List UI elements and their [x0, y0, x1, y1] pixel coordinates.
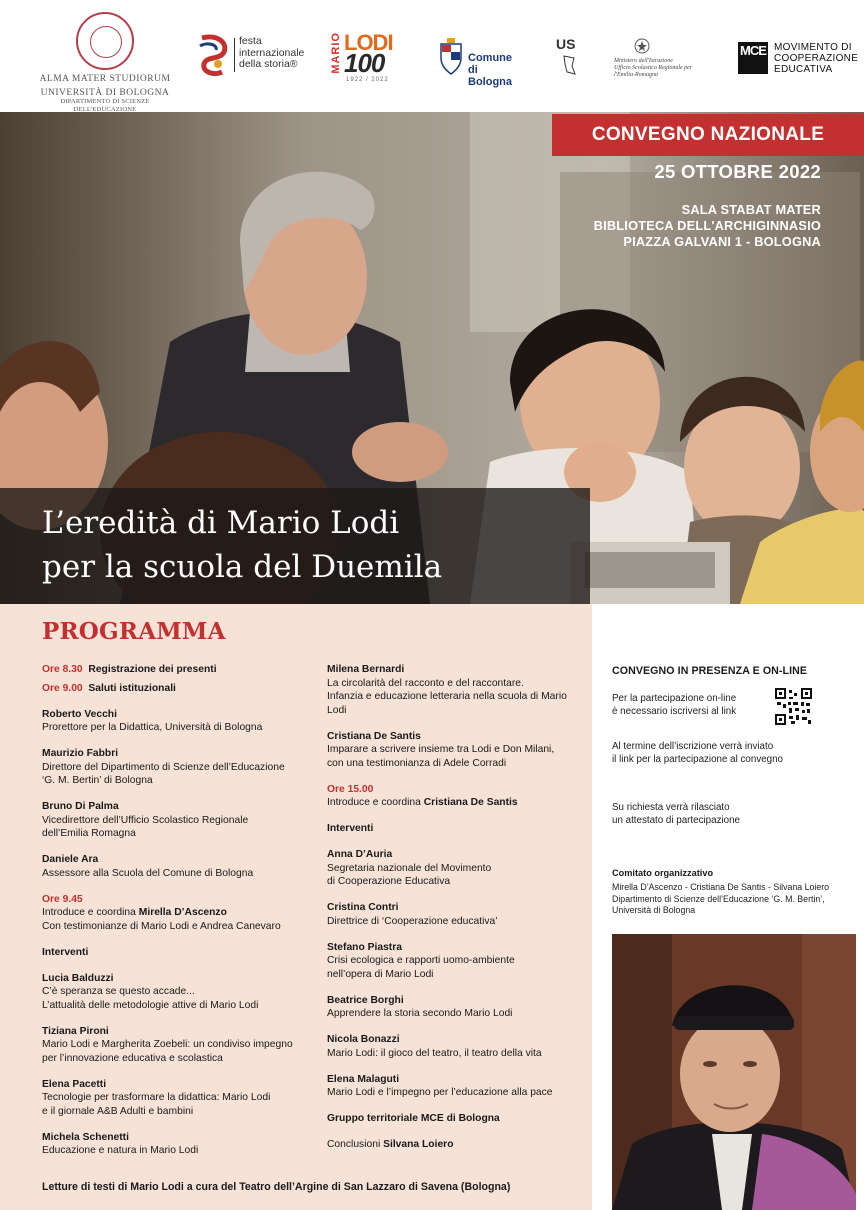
- speaker-desc: Educazione e natura in Mario Lodi: [42, 1145, 199, 1156]
- event-title-box: [0, 488, 590, 604]
- speaker-item: [42, 1131, 312, 1158]
- programme-section: [0, 604, 592, 1210]
- speaker-item: [42, 747, 312, 788]
- venue-line1: SALA STABAT MATER: [681, 202, 821, 217]
- speaker-desc: Segretaria nazionale del Movimento di Cooperazione Educativa: [327, 862, 492, 887]
- speaker-desc: Assessore alla Scuola del Comune di Bologna: [42, 867, 254, 879]
- speaker-desc: Mario Lodi e Margherita Zoebeli: un condiviso impegno per l’innovazione educativa e scolastica: [42, 1039, 293, 1064]
- festa-line2: internazionale: [239, 46, 305, 59]
- gruppo-item: [327, 1112, 589, 1126]
- speaker-name: Bruno Di Palma: [42, 801, 119, 812]
- time-9-00: Ore 9.00: [42, 682, 83, 694]
- lodi100-mario: MARIO: [330, 32, 342, 74]
- comune-di-bologna-logo: [438, 36, 518, 88]
- university-of-bologna-logo: [30, 12, 180, 121]
- festa-line3: della storia®: [239, 58, 298, 70]
- programme-column-2: [327, 663, 589, 1164]
- interventi-heading-1: [42, 946, 312, 960]
- interventi-label: Interventi: [42, 946, 89, 958]
- registration-qr-code-icon[interactable]: [775, 688, 812, 725]
- mce-logo: [738, 42, 858, 76]
- speaker-name: Milena Bernardi: [327, 664, 405, 675]
- speaker-desc: Prorettore per la Didattica, Università di Bologna: [42, 722, 263, 733]
- time-9-45: Ore 9.45: [42, 893, 83, 905]
- time-8-30-row: [42, 663, 312, 677]
- session-9-45: [42, 893, 312, 934]
- speaker-item: [42, 972, 312, 1013]
- speaker-name: Stefano Piastra: [327, 941, 402, 953]
- online-registration-text: Per la partecipazione on-line è necessario iscriversi al link: [612, 693, 737, 717]
- conclusions-item: [327, 1138, 589, 1152]
- comune-line2: di Bologna: [468, 64, 512, 88]
- festa-storia-logo: [196, 34, 306, 78]
- speaker-desc: Apprendere la storia secondo Mario Lodi: [327, 1008, 513, 1019]
- time-9-00-row: [42, 682, 312, 696]
- speaker-desc: Direttore del Dipartimento di Scienze dell’Educazione ‘G. M. Bertin’ di Bologna: [42, 761, 285, 786]
- speaker-item: [42, 1078, 312, 1119]
- speaker-name: Elena Malaguti: [327, 1073, 400, 1085]
- speaker-item: [327, 730, 589, 771]
- region-map-icon: [562, 54, 576, 76]
- unibo-line1: ALMA MATER STUDIORUM: [39, 74, 171, 84]
- unibo-line3: DIPARTIMENTO DI SCIENZE DELL'EDUCAZIONE: [60, 98, 150, 113]
- speaker-desc: Imparare a scrivere insieme tra Lodi e Don Milani, con una testimonianza di Adele Corradi: [327, 744, 555, 769]
- link-after-registration-text: Al termine dell’iscrizione verrà inviato il link per la partecipazione al convegno: [612, 741, 784, 765]
- registration-label: Registrazione dei presenti: [88, 664, 217, 675]
- event-title-line2: per la scuola del Duemila: [42, 549, 443, 585]
- mce-line2: COOPERAZIONE: [774, 53, 859, 64]
- speaker-item: [42, 1025, 312, 1066]
- programme-heading: PROGRAMMA: [42, 618, 226, 645]
- speaker-name: Elena Pacetti: [42, 1078, 107, 1090]
- conclusions-label: Conclusioni: [327, 1139, 384, 1150]
- speaker-name: Nicola Bonazzi: [327, 1034, 400, 1045]
- speaker-name: Maurizio Fabbri: [42, 748, 119, 759]
- italian-republic-emblem-icon: [634, 38, 650, 54]
- comune-text: [468, 52, 518, 88]
- lodi100-years: 1922 / 2022: [346, 77, 389, 83]
- coordinator-intro: Introduce e coordina: [42, 907, 139, 918]
- speaker-item: [327, 994, 589, 1021]
- coordinator-name: Cristiana De Santis: [423, 797, 518, 808]
- lodi100-cento: 100: [344, 48, 385, 78]
- gruppo-label: Gruppo territoriale MCE di Bologna: [327, 1113, 500, 1124]
- university-seal-icon: [76, 12, 134, 70]
- mario-lodi-100-logo: [330, 30, 406, 86]
- committee-heading: Comitato organizzativo: [612, 868, 714, 878]
- conclusions-name: Silvana Loiero: [383, 1139, 454, 1150]
- speaker-item: [327, 1073, 589, 1100]
- venue-line3: PIAZZA GALVANI 1 - BOLOGNA: [623, 234, 821, 250]
- speaker-item: [42, 708, 312, 735]
- festa-line1: festa: [239, 35, 262, 47]
- speaker-name: Anna D’Auria: [327, 849, 393, 860]
- speaker-desc: Direttrice di ‘Cooperazione educativa’: [327, 915, 498, 927]
- time-15-00: Ore 15.00: [327, 783, 374, 795]
- speaker-name: Michela Schenetti: [42, 1131, 129, 1143]
- logo-bar: [0, 0, 864, 112]
- speaker-name: Roberto Vecchi: [42, 708, 117, 720]
- usr-mark: US: [556, 36, 576, 52]
- speaker-name: Daniele Ara: [42, 854, 99, 865]
- speaker-desc: Mario Lodi: il gioco del teatro, il teatro della vita: [327, 1047, 542, 1059]
- speaker-name: Cristina Contri: [327, 902, 399, 913]
- interventi-label: Interventi: [327, 823, 374, 834]
- mce-text: [774, 42, 858, 75]
- session-coordinator-row: [42, 906, 312, 920]
- programme-column-1: [42, 663, 312, 1170]
- readings-footer: Letture di testi di Mario Lodi a cura del Teatro dell’Argine di San Lazzaro di Savena (Bologna): [42, 1181, 511, 1193]
- mario-lodi-portrait: [612, 934, 856, 1210]
- speaker-desc: Crisi ecologica e rapporti uomo-ambiente nell’opera di Mario Lodi: [327, 955, 515, 980]
- interventi-heading-2: [327, 822, 589, 836]
- usr-script: [614, 58, 706, 79]
- mce-line1: MOVIMENTO DI: [774, 42, 852, 53]
- event-date: 25 OTTOBRE 2022: [654, 161, 821, 182]
- venue-line2: BIBLIOTECA DELL'ARCHIGINNASIO: [593, 218, 821, 234]
- speaker-name: Lucia Balduzzi: [42, 972, 114, 984]
- speaker-item: [42, 853, 312, 880]
- festa-text: [239, 36, 304, 71]
- event-title-line1: L’eredità di Mario Lodi: [42, 505, 400, 541]
- committee-text: Mirella D’Ascenzo - Cristiana De Santis - Silvana Loiero Dipartimento di Scienze dell’Educazione ‘G. M. Bertin’, Università di Bologna: [612, 882, 830, 915]
- speaker-name: Beatrice Borghi: [327, 994, 404, 1006]
- session-desc: Con testimonianze di Mario Lodi e Andrea Canevaro: [42, 920, 281, 932]
- portrait-illustration: [612, 934, 856, 1210]
- unibo-line2: UNIVERSITÀ DI BOLOGNA: [40, 88, 170, 98]
- session-15-00: [327, 783, 589, 810]
- speaker-desc: La circolarità del racconto e del raccontare. Infanzia e educazione letteraria nella scuola di Mario Lodi: [327, 677, 567, 716]
- info-sidebar: [592, 604, 864, 1210]
- hybrid-heading: CONVEGNO IN PRESENZA E ON-LINE: [612, 665, 808, 677]
- speaker-desc: Tecnologie per trasformare la didattica: Mario Lodi e il giornale A&B Adulti e bambini: [42, 1092, 271, 1117]
- lodi100-lodi: LODI: [344, 30, 393, 55]
- speaker-name: Tiziana Pironi: [42, 1025, 109, 1037]
- speaker-item: [42, 800, 312, 841]
- festa-storia-mark-icon: [196, 34, 230, 78]
- comune-line1: Comune: [468, 52, 512, 64]
- speaker-desc: Mario Lodi e l’impegno per l’educazione alla pace: [327, 1087, 553, 1098]
- time-8-30: Ore 8.30: [42, 664, 83, 675]
- comune-shield-icon: [438, 36, 464, 76]
- mce-mark: MCE: [738, 42, 768, 74]
- certificate-text: Su richiesta verrà rilasciato un attestato di partecipazione: [612, 802, 740, 826]
- ufficio-scolastico-regionale-logo: [556, 36, 706, 82]
- coordinator-name: Mirella D’Ascenzo: [138, 907, 227, 918]
- speaker-item: [327, 901, 589, 928]
- speaker-desc: C’è speranza se questo accade... L’attualità delle metodologie attive di Mario Lodi: [42, 986, 259, 1011]
- coordinator-intro: Introduce e coordina: [327, 797, 424, 808]
- speaker-item: [327, 1033, 589, 1060]
- session-coordinator-row: [327, 796, 589, 810]
- usr-script-text: Ministero dell'Istruzione Ufficio Scolastico Regionale per l'Emilia-Romagna: [614, 58, 693, 78]
- speaker-item: [327, 941, 589, 982]
- mce-line3: EDUCATIVA: [774, 64, 833, 75]
- speaker-name: Cristiana De Santis: [327, 730, 421, 742]
- speaker-desc: Vicedirettore dell’Ufficio Scolastico Regionale dell’Emilia Romagna: [42, 814, 249, 839]
- speaker-item: [327, 663, 589, 717]
- convegno-badge: CONVEGNO NAZIONALE: [552, 114, 864, 156]
- hero-photo: [0, 112, 864, 604]
- event-venue: [594, 202, 821, 251]
- greetings-label: Saluti istituzionali: [88, 682, 176, 694]
- festa-divider: [234, 38, 235, 72]
- speaker-item: [327, 848, 589, 889]
